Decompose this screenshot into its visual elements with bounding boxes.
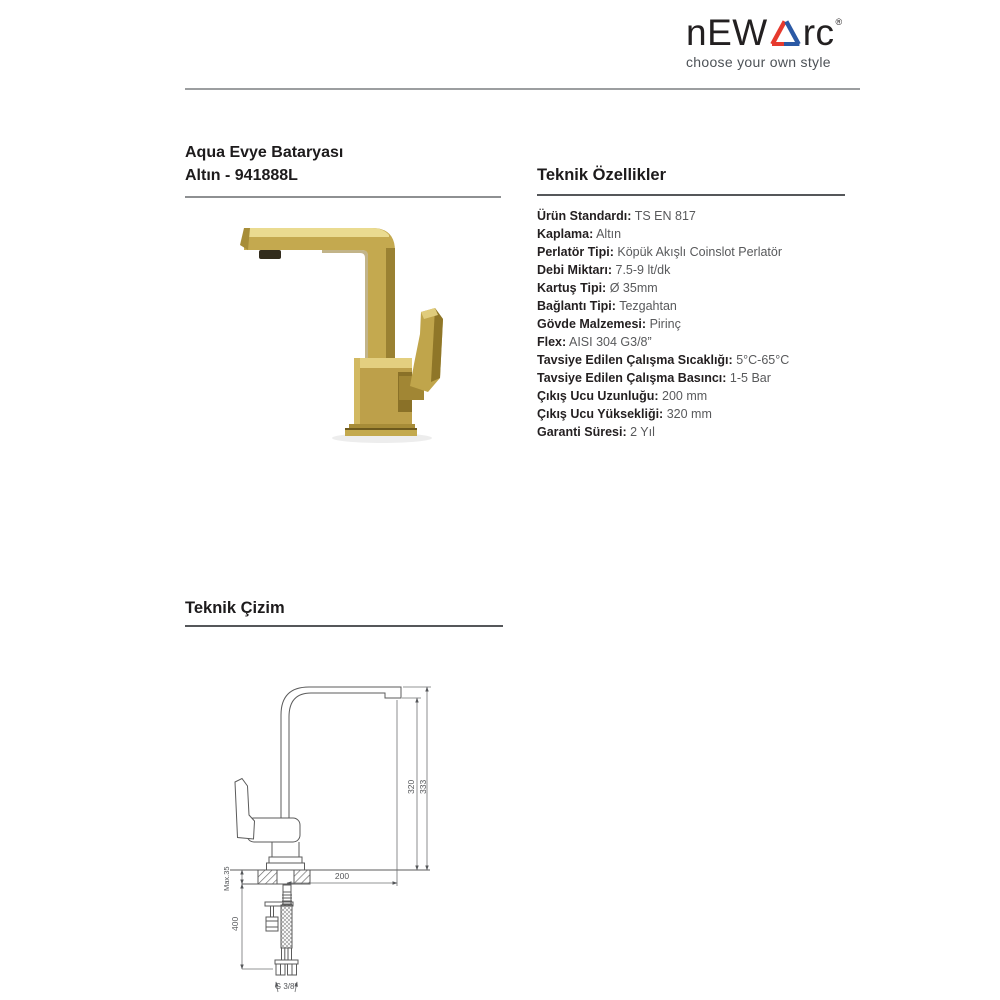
spec-value: 5°C-65°C [736, 353, 790, 367]
spec-row [537, 243, 867, 261]
spec-row [537, 279, 867, 297]
product-title-line2: Altın - 941888L [185, 167, 298, 184]
product-photo [202, 206, 487, 446]
spec-row [537, 297, 867, 315]
header-divider [185, 88, 860, 90]
spec-value: TS EN 817 [634, 209, 696, 223]
spec-label: Kaplama: [537, 227, 594, 241]
dim-outer-height: 333 [418, 779, 428, 794]
spec-row [537, 387, 867, 405]
spec-label: Tavsiye Edilen Çalışma Basıncı: [537, 371, 727, 385]
technical-drawing [215, 658, 445, 1000]
product-title-line1: Aqua Evye Bataryası [185, 144, 344, 161]
spec-row [537, 207, 867, 225]
drawing-divider [185, 625, 503, 627]
specs-heading: Teknik Özellikler [537, 166, 667, 184]
specs-divider [537, 194, 845, 196]
spec-row [537, 405, 867, 423]
spec-label: Garanti Süresi: [537, 425, 627, 439]
spec-row [537, 369, 867, 387]
spec-value: 7.5-9 lt/dk [615, 263, 671, 277]
dim-thread: G 3/8” [274, 982, 298, 991]
spec-row [537, 351, 867, 369]
brand-wordmark-left: nEW [686, 12, 768, 53]
dim-max-counter: Max.35 [222, 866, 231, 891]
spec-label: Debi Miktarı: [537, 263, 613, 277]
registered-mark: ® [835, 17, 843, 27]
spec-label: Çıkış Ucu Yüksekliği: [537, 407, 664, 421]
spec-row [537, 225, 867, 243]
spec-label: Bağlantı Tipi: [537, 299, 616, 313]
brand-triangle-icon [769, 19, 802, 46]
brand-wordmark-right: rc [802, 12, 835, 53]
spec-label: Gövde Malzemesi: [537, 317, 647, 331]
spec-label: Kartuş Tipi: [537, 281, 607, 295]
spec-value: AISI 304 G3/8” [568, 335, 652, 349]
spec-label: Tavsiye Edilen Çalışma Sıcaklığı: [537, 353, 733, 367]
spec-label: Çıkış Ucu Uzunluğu: [537, 389, 659, 403]
spec-value: Tezgahtan [619, 299, 677, 313]
spec-label: Flex: [537, 335, 567, 349]
product-title-divider [185, 196, 501, 198]
spec-label: Perlatör Tipi: [537, 245, 614, 259]
spec-value: Pirinç [649, 317, 681, 331]
spec-row [537, 261, 867, 279]
product-title [185, 141, 343, 187]
spec-list [537, 207, 867, 441]
brand-tagline: choose your own style [686, 54, 831, 70]
spec-value: 200 mm [662, 389, 708, 403]
spec-value: 2 Yıl [630, 425, 655, 439]
spec-value: 1-5 Bar [729, 371, 771, 385]
spec-value: Köpük Akışlı Coinslot Perlatör [617, 245, 783, 259]
dim-hose-length: 400 [230, 916, 240, 931]
spec-value: 320 mm [666, 407, 712, 421]
drawing-heading: Teknik Çizim [185, 599, 285, 617]
brand-logo [686, 14, 864, 70]
spec-row [537, 315, 867, 333]
dim-spout-reach: 200 [334, 871, 350, 881]
brand-wordmark [686, 14, 864, 51]
spec-value: Ø 35mm [609, 281, 658, 295]
spec-row [537, 333, 867, 351]
spec-row [537, 423, 867, 441]
spec-value: Altın [596, 227, 622, 241]
spec-label: Ürün Standardı: [537, 209, 632, 223]
dim-inner-height: 320 [406, 779, 416, 794]
